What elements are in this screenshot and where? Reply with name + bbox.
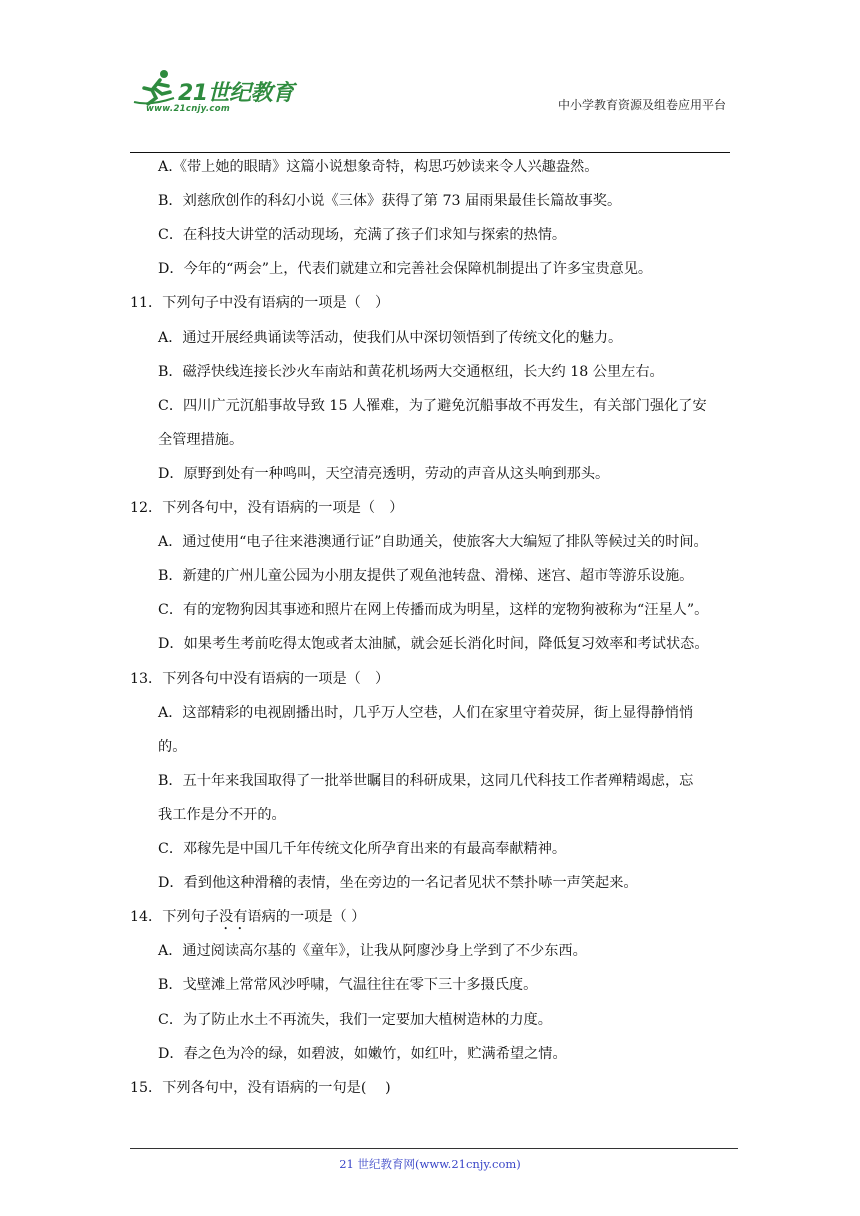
answer-option: B．磁浮快线连接长沙火车南站和黄花机场两大交通枢纽，长大约 18 公里左右。 [158, 363, 664, 380]
answer-option: D．春之色为冷的绿，如碧波，如嫩竹，如红叶，贮满希望之情。 [158, 1045, 567, 1062]
question-stem: 12．下列各句中，没有语病的一项是（ ） [130, 500, 404, 516]
option-continuation: 的。 [158, 738, 187, 755]
site-logo [130, 68, 310, 116]
question-stem-part: 语病的一项是（ ） [247, 909, 366, 926]
answer-option: A．通过开展经典诵读等活动，使我们从中深切领悟到了传统文化的魅力。 [158, 329, 623, 346]
answer-option: C．四川广元沉船事故导致 15 人罹难，为了避免沉船事故不再发生，有关部门强化了安 [158, 397, 707, 414]
footer-text: 21 世纪教育网(www.21cnjy.com) [339, 1157, 521, 1171]
answer-option: B．五十年来我国取得了一批举世瞩目的科研成果，这同几代科技工作者殚精竭虑，忘 [158, 772, 694, 789]
question-stem [130, 906, 365, 933]
answer-option: C．在科技大讲堂的活动现场，充满了孩子们求知与探索的热情。 [158, 227, 567, 244]
footer-divider [130, 1148, 738, 1149]
answer-option: D．看到他这种滑稽的表情，坐在旁边的一名记者见状不禁扑哧一声笑起来。 [158, 875, 638, 892]
platform-name: 中小学教育资源及组卷应用平台 [557, 98, 726, 112]
answer-option: D．原野到处有一种鸣叫，天空清亮透明，劳动的声音从这头响到那头。 [158, 465, 610, 482]
answer-option: A．这部精彩的电视剧播出时，几乎万人空巷，人们在家里守着荧屏，街上显得静悄悄 [158, 704, 694, 721]
answer-option: D．今年的“两会”上，代表们就建立和完善社会保障机制提出了许多宝贵意见。 [158, 261, 653, 278]
answer-option: D．如果考生考前吃得太饱或者太油腻，就会延长消化时间，降低复习效率和考试状态。 [158, 636, 709, 653]
answer-option: C．为了防止水土不再流失，我们一定要加大植树造林的力度。 [158, 1011, 552, 1028]
logo-url: www.21cnjy.com [146, 104, 230, 114]
logo-text: 21世纪教育 [178, 81, 294, 106]
option-continuation: 我工作是分不开的。 [158, 806, 286, 823]
answer-option: B．戈壁滩上常常风沙呼啸，气温往往在零下三十多摄氏度。 [158, 977, 538, 994]
answer-option: A.《带上她的眼睛》这篇小说想象奇特，构思巧妙读来令人兴趣盎然。 [158, 159, 599, 175]
question-stem-part: 14．下列句子 [130, 909, 219, 926]
option-continuation: 全管理措施。 [158, 431, 244, 448]
answer-option: A．通过使用“电子往来港澳通行证”自助通关，使旅客大大编短了排队等候过关的时间。 [158, 534, 708, 551]
answer-option: C．有的宠物狗因其事迹和照片在网上传播而成为明星，这样的宠物狗被称为“汪星人”。 [158, 602, 709, 619]
question-stem: 13．下列各句中没有语病的一项是（ ） [130, 670, 390, 687]
question-stem: 11．下列句子中没有语病的一项是（ ） [130, 295, 390, 312]
question-stem: 15．下列各句中，没有语病的一句是( ) [130, 1079, 391, 1096]
answer-option: B．刘慈欣创作的科幻小说《三体》获得了第 73 届雨果最佳长篇故事奖。 [158, 193, 622, 210]
answer-option: C．邓稼先是中国几千年传统文化所孕育出来的有最高奉献精神。 [158, 841, 567, 857]
answer-option: A．通过阅读高尔基的《童年》，让我从阿廖沙身上学到了不少东西。 [158, 943, 587, 960]
page-header [130, 68, 730, 154]
header-divider [130, 152, 730, 153]
answer-option: B．新建的广州儿童公园为小朋友提供了观鱼池转盘、滑梯、迷宫、超市等游乐设施。 [158, 568, 694, 585]
emphasized-text: 没有 [219, 909, 248, 926]
